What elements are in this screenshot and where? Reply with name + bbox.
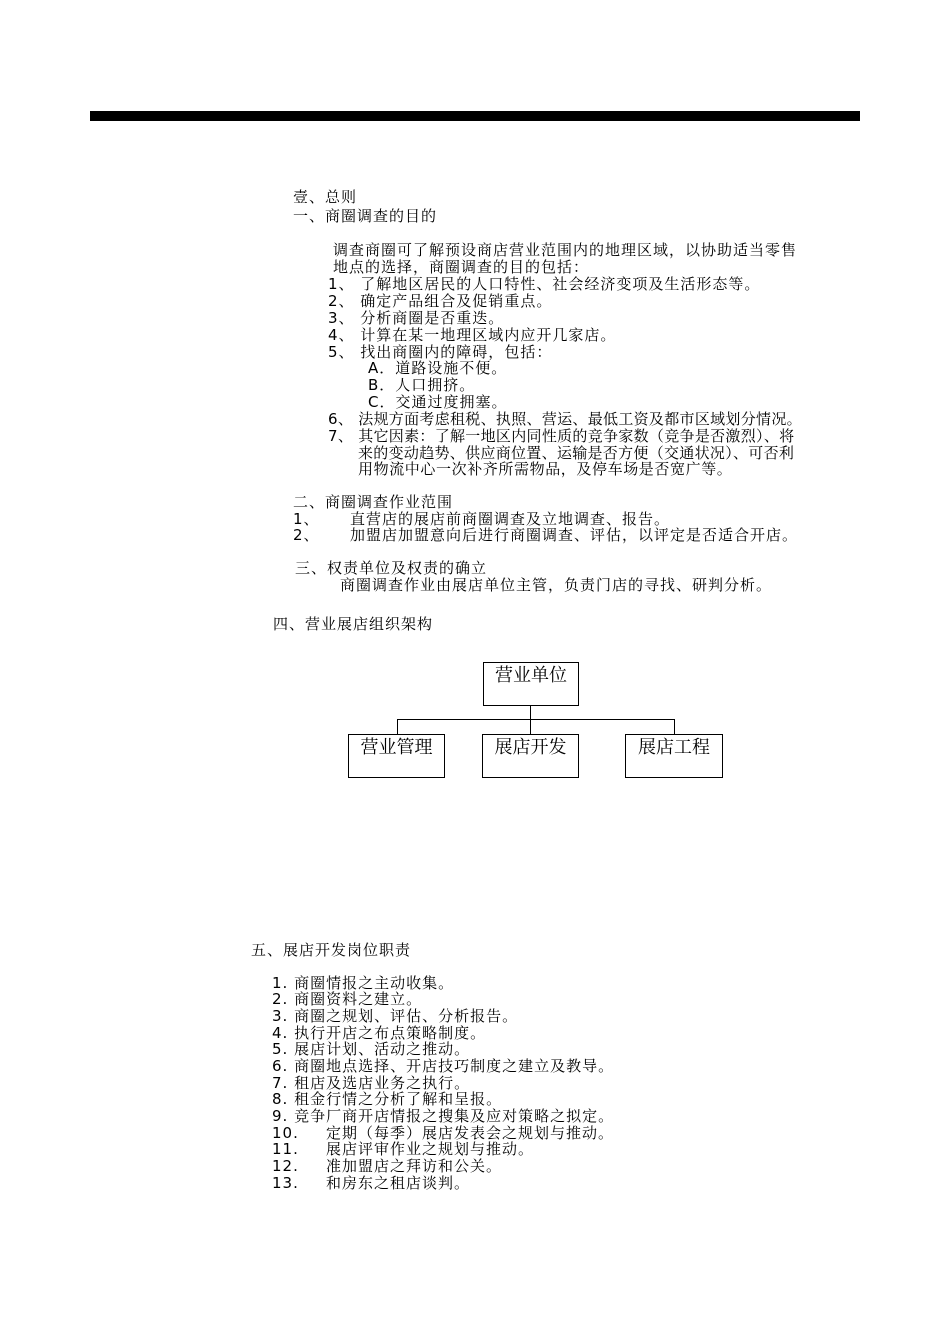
purpose-item-cont: 用物流中心一次补齐所需物品，及停车场是否宽广等。	[358, 460, 733, 478]
header-rule	[90, 111, 860, 121]
org-connector	[674, 719, 675, 734]
duty-item: 2. 商圈资料之建立。	[272, 990, 423, 1008]
obstacle-item: B．人口拥挤。	[368, 376, 476, 394]
duty-num: 10.	[272, 1124, 299, 1142]
duty-item: 和房东之租店谈判。	[326, 1174, 471, 1192]
heading-responsibility: 三、权责单位及权责的确立	[295, 559, 488, 577]
org-node-label: 营业管理	[360, 737, 433, 758]
duty-item: 1. 商圈情报之主动收集。	[272, 974, 455, 992]
duty-item: 6. 商圈地点选择、开店技巧制度之建立及教导。	[272, 1057, 615, 1075]
purpose-item: 5、 找出商圈内的障碍，包括：	[328, 343, 553, 361]
heading-scope: 二、商圈调查作业范围	[293, 493, 454, 511]
duty-item: 9. 竞争厂商开店情报之搜集及应对策略之拟定。	[272, 1107, 615, 1125]
duty-item: 展店评审作业之规划与推动。	[326, 1140, 535, 1158]
org-connector	[397, 719, 675, 720]
heading-duties: 五、展店开发岗位职责	[251, 941, 412, 959]
purpose-item-cont: 来的变动趋势、供应商位置、运输是否方便（交通状况）、可否利	[358, 444, 795, 462]
org-connector	[530, 719, 531, 734]
heading-org-chart: 四、营业展店组织架构	[273, 615, 434, 633]
duty-item: 8. 租金行情之分析了解和呈报。	[272, 1090, 503, 1108]
duty-item: 5. 展店计划、活动之推动。	[272, 1040, 471, 1058]
scope-num: 2、	[293, 526, 320, 544]
intro-line: 地点的选择，商圈调查的目的包括：	[333, 258, 590, 276]
duty-num: 11.	[272, 1140, 299, 1158]
purpose-item: 2、 确定产品组合及促销重点。	[328, 292, 553, 310]
responsibility-text: 商圈调查作业由展店单位主管，负责门店的寻找、研判分析。	[340, 576, 773, 594]
org-node-store-engineering	[625, 734, 723, 778]
duty-item: 准加盟店之拜访和公关。	[326, 1157, 503, 1175]
purpose-item: 4、 计算在某一地理区域内应开几家店。	[328, 326, 617, 344]
purpose-item: 6、 法规方面考虑租税、执照、营运、最低工资及都市区域划分情况。	[328, 410, 802, 428]
intro-line: 调查商圈可了解预设商店营业范围内的地理区域，以协助适当零售	[333, 241, 798, 259]
org-connector	[530, 706, 531, 719]
duty-num: 13.	[272, 1174, 299, 1192]
purpose-item: 1、 了解地区居民的人口特性、社会经济变项及生活形态等。	[328, 275, 761, 293]
org-node-label: 展店开发	[494, 737, 567, 758]
duty-item: 定期（每季）展店发表会之规划与推动。	[326, 1124, 615, 1142]
org-node-root	[483, 662, 579, 706]
org-node-store-development	[482, 734, 579, 778]
duty-item: 4. 执行开店之布点策略制度。	[272, 1024, 487, 1042]
obstacle-item: C．交通过度拥塞。	[368, 393, 508, 411]
obstacle-item: A．道路设施不便。	[368, 359, 508, 377]
heading-purpose: 一、商圈调查的目的	[293, 207, 438, 225]
scope-item: 加盟店加盟意向后进行商圈调查、评估，以评定是否适合开店。	[350, 526, 799, 544]
duty-item: 3. 商圈之规划、评估、分析报告。	[272, 1007, 519, 1025]
purpose-item: 7、 其它因素：了解一地区内同性质的竞争家数（竞争是否激烈）、将	[328, 427, 795, 445]
org-connector	[397, 719, 398, 734]
org-node-label: 营业单位	[495, 665, 567, 686]
org-node-label: 展店工程	[638, 737, 710, 758]
duty-num: 12.	[272, 1157, 299, 1175]
scope-num: 1、	[293, 510, 320, 528]
org-node-sales-management	[348, 734, 445, 778]
purpose-item: 3、 分析商圈是否重迭。	[328, 309, 505, 327]
section-heading-general: 壹、总则	[293, 188, 358, 206]
scope-item: 直营店的展店前商圈调查及立地调查、报告。	[350, 510, 671, 528]
duty-item: 7. 租店及选店业务之执行。	[272, 1074, 471, 1092]
